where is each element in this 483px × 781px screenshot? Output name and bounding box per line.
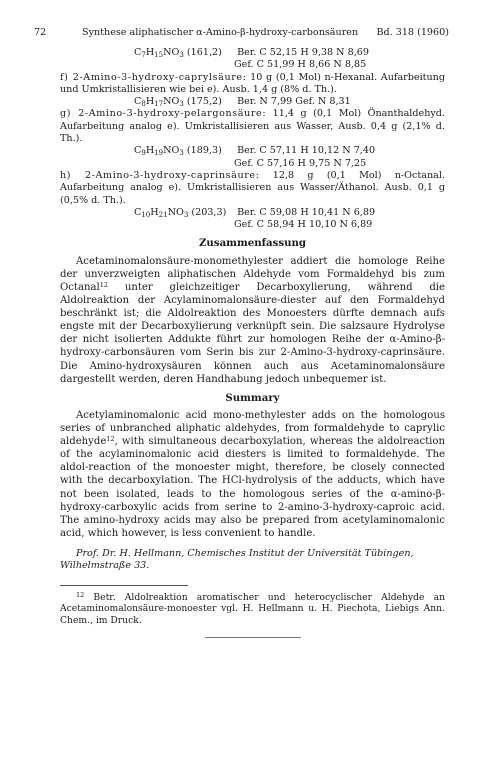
analysis-e-calc: Ber. C 52,15 H 9,38 N 8,69 <box>237 47 369 58</box>
analysis-e-found: Gef. C 51,99 H 8,66 N 8,85 <box>234 59 367 71</box>
zusammenfassung-heading: Zusammenfassung <box>198 237 307 250</box>
footnote-marker: 12 <box>76 590 85 599</box>
item-g <box>60 108 445 145</box>
volume-info: Bd. 318 (1960) <box>376 27 449 38</box>
page-number: 72 <box>34 27 47 38</box>
item-f <box>60 72 445 97</box>
item-h-label: h) 2-Amino-3-hydroxy-caprinsäure: <box>60 169 260 181</box>
item-h <box>60 170 445 207</box>
footnote-ref: 12 <box>106 435 115 444</box>
item-f-label: f) 2-Amino-3-hydroxy-caprylsäure: <box>60 71 247 83</box>
end-rule <box>205 637 301 638</box>
item-g-text: 11,4 g (0,1 Mol) Önanthaldehyd. Aufarbeitung analog e). Umkristallisieren aus Wasser, Ausb. 0,4 g (2,1% d. Th.). <box>60 108 445 145</box>
analysis-f-values: Ber. N 7,99 Gef. N 8,31 <box>237 96 351 108</box>
analysis-g <box>134 145 445 157</box>
analysis-h-found: Gef. C 58,94 H 10,10 N 6,89 <box>234 219 373 231</box>
zusammenfassung-text: Acetaminomalonsäure-monomethylester addiert die homologe Reihe der unverzweigten aliphatischen Aldehyde vom Formaldehyd bis zum Octanal$^{12}$ unter gleichzeitiger Decarboxylierung, während die Aldolreaktion der Acylaminomalonsäure-diester auf den Formaldehyd beschränkt ist; die Aldolreaktion des Monoesters dürfte demnach aufs engste mit der Decarboxylierung verknüpft sein. Die salzsaure Hydrolyse der nicht isolierten Addukte führt zur homologen Reihe der α-Amino-β-hydroxy-carbonsäuren vom Serin bis zur 2-Amino-3-hydroxy-caprinsäure. Die Amino-hydroxysäuren können auch aus Acetaminomalonsäure dargestellt werden, deren Handhabung jedoch unbequemer ist. <box>60 255 445 385</box>
author-affiliation: Prof. Dr. H. Hellmann, Chemisches Institut der Universität Tübingen, Wilhelmstraße 33. <box>60 547 414 572</box>
formula-f: $C_8H_{17}NO_3$ (175,2) <box>134 96 222 109</box>
analysis-g-found-row <box>134 158 445 170</box>
analysis-f <box>134 96 445 108</box>
summary-text: Acetylaminomalonic acid mono-methylester adds on the homologous series of unbranched aliphatic aldehydes, from formaldehyde to caprylic aldehyde$^{12}$, with simultaneous decarboxylation, whereas the aldolreaction of the acylaminomalonic acid diesters is limited to formaldehyde. The aldol-reaction of the monoester might, therefore, be closely connected with the decarboxylation. The HCl-hydrolysis of the adducts, which have not been isolated, leads to the homologous series of the α-amino-β-hydroxy-carboxylic acids from serine to 2-amino-3-hydroxy-caproic acid. The amino-hydroxy acids may also be prepared from acetylaminomalonic acid, which however, is less convenient to handle. <box>60 409 445 539</box>
experimental-section <box>60 47 445 638</box>
formula-e: $C_7H_{15}NO_3$ (161,2) <box>134 47 222 59</box>
item-f-text: 10 g (0,1 Mol) n-Hexanal. Aufarbeitung und Umkristallisieren wie bei e). Ausb. 1,4 g (8% d. Th.). <box>60 71 445 95</box>
item-g-label: g) 2-Amino-3-hydroxy-pelargonsäure: <box>60 108 267 120</box>
footnote-text: Betr. Aldolreaktion aromatischer und heterocyclischer Aldehyde an Acetaminomalonsäure-monoester vgl. H. Hellmann u. H. Piechota, Liebigs Ann. Chem., im Druck. <box>60 591 445 626</box>
analysis-g-found: Gef. C 57,16 H 9,75 N 7,25 <box>234 157 367 169</box>
running-header <box>34 27 449 41</box>
analysis-h-found-row <box>134 219 445 231</box>
formula-h: $C_{10}H_{21}NO_3$ (203,3) <box>134 206 227 219</box>
analysis-g-calc: Ber. C 57,11 H 10,12 N 7,40 <box>237 145 376 157</box>
analysis-e-found-row <box>134 59 445 71</box>
footnote <box>60 592 445 627</box>
analysis-h-calc: Ber. C 59,08 H 10,41 N 6,89 <box>237 206 376 218</box>
analysis-e <box>134 47 445 59</box>
running-title: Synthese aliphatischer α-Amino-β-hydroxy-carbonsäuren <box>82 27 359 38</box>
footnote-divider <box>60 585 188 586</box>
summary-heading: Summary <box>225 391 280 404</box>
formula-g: $C_9H_{19}NO_3$ (189,3) <box>134 145 222 158</box>
item-h-text: 12,8 g (0,1 Mol) n-Octanal. Aufarbeitung analog e). Umkristallisieren aus Wasser/Äthanol. Ausb. 0,1 g (0,5% d. Th.). <box>60 169 445 206</box>
analysis-h <box>134 207 445 219</box>
footnote-ref: 12 <box>99 280 109 289</box>
